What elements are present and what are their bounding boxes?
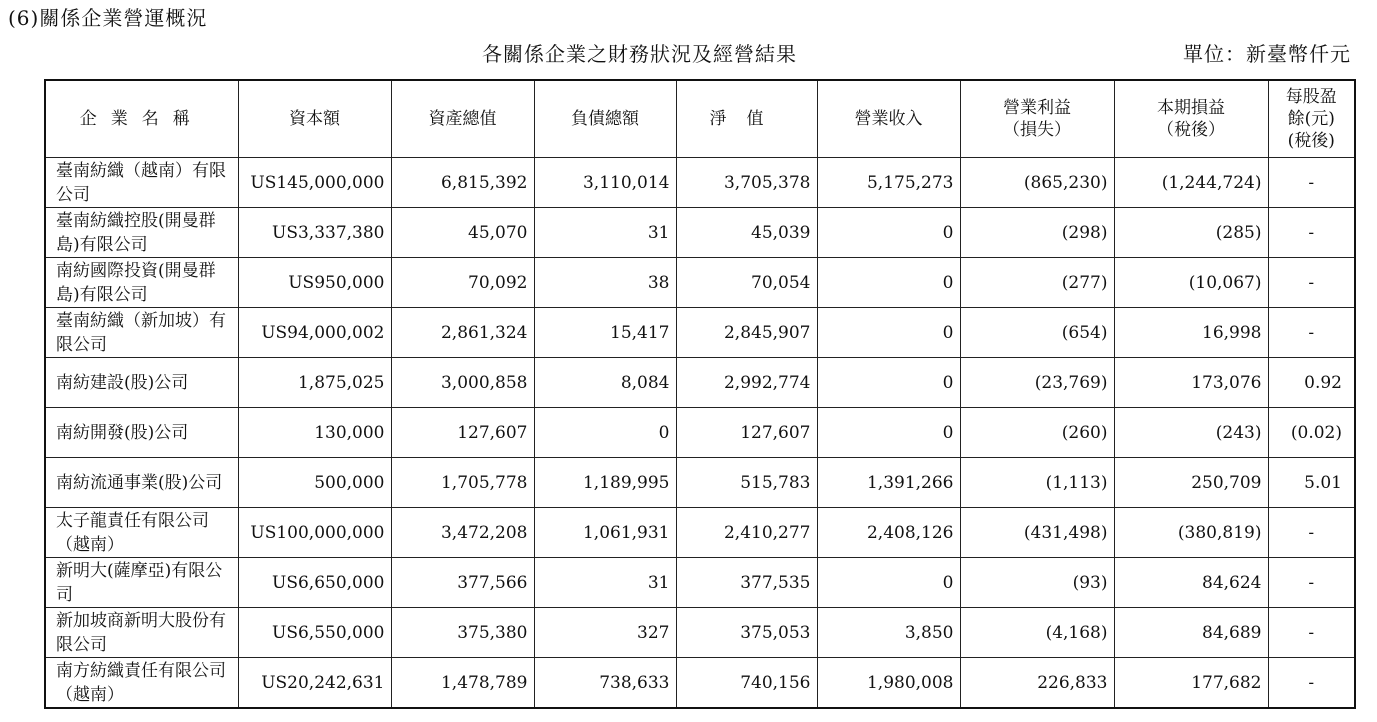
capital-cell: US100,000,000: [238, 508, 391, 558]
operating-revenue-cell: 1,391,266: [817, 458, 960, 508]
table-row: [45, 608, 1355, 658]
table-row: [45, 158, 1355, 208]
capital-cell: US145,000,000: [238, 158, 391, 208]
table-row: [45, 558, 1355, 608]
net-income-cell: 173,076: [1114, 358, 1268, 408]
eps-cell: -: [1268, 608, 1355, 658]
company-name-cell: 新明大(薩摩亞)有限公司: [45, 558, 238, 608]
net-worth-cell: 515,783: [676, 458, 817, 508]
header-capital: 資本額: [238, 80, 391, 158]
table-row: [45, 458, 1355, 508]
operating-income-cell: (431,498): [960, 508, 1114, 558]
total-assets-cell: 375,380: [391, 608, 534, 658]
operating-income-cell: (298): [960, 208, 1114, 258]
unit-label: 單位：新臺幣仟元: [1183, 42, 1351, 66]
capital-cell: US6,650,000: [238, 558, 391, 608]
total-liabilities-cell: 31: [534, 558, 676, 608]
net-income-cell: 84,624: [1114, 558, 1268, 608]
total-liabilities-cell: 0: [534, 408, 676, 458]
table-row: [45, 258, 1355, 308]
eps-cell: -: [1268, 208, 1355, 258]
company-name-cell: 太子龍責任有限公司（越南）: [45, 508, 238, 558]
header-operating-income-line1: 營業利益: [1003, 98, 1071, 118]
operating-revenue-cell: 0: [817, 408, 960, 458]
total-assets-cell: 127,607: [391, 408, 534, 458]
operating-revenue-cell: 3,850: [817, 608, 960, 658]
total-assets-cell: 45,070: [391, 208, 534, 258]
table-row: [45, 308, 1355, 358]
net-income-cell: 16,998: [1114, 308, 1268, 358]
header-eps: [1268, 80, 1355, 158]
table-title: 各關係企業之財務狀況及經營結果: [482, 42, 797, 66]
operating-income-cell: (277): [960, 258, 1114, 308]
header-eps-line2: 餘(元): [1287, 109, 1335, 129]
header-net-income-line1: 本期損益: [1157, 98, 1225, 118]
operating-revenue-cell: 2,408,126: [817, 508, 960, 558]
eps-cell: -: [1268, 658, 1355, 709]
net-worth-cell: 2,992,774: [676, 358, 817, 408]
net-worth-cell: 377,535: [676, 558, 817, 608]
eps-cell: -: [1268, 558, 1355, 608]
net-income-cell: 177,682: [1114, 658, 1268, 709]
table-row: [45, 358, 1355, 408]
total-assets-cell: 70,092: [391, 258, 534, 308]
capital-cell: US6,550,000: [238, 608, 391, 658]
operating-income-cell: (4,168): [960, 608, 1114, 658]
capital-cell: US94,000,002: [238, 308, 391, 358]
company-name-cell: 南紡開發(股)公司: [45, 408, 238, 458]
total-liabilities-cell: 38: [534, 258, 676, 308]
capital-cell: 500,000: [238, 458, 391, 508]
capital-cell: US3,337,380: [238, 208, 391, 258]
table-body: [45, 158, 1355, 709]
net-income-cell: (285): [1114, 208, 1268, 258]
operating-revenue-cell: 0: [817, 358, 960, 408]
company-name-cell: 新加坡商新明大股份有限公司: [45, 608, 238, 658]
header-total-assets: 資產總值: [391, 80, 534, 158]
total-liabilities-cell: 738,633: [534, 658, 676, 709]
net-income-cell: (380,819): [1114, 508, 1268, 558]
header-operating-income-line2: （損失）: [1003, 120, 1071, 140]
net-worth-cell: 740,156: [676, 658, 817, 709]
company-name-cell: 南紡建設(股)公司: [45, 358, 238, 408]
total-liabilities-cell: 3,110,014: [534, 158, 676, 208]
affiliates-financial-table: [44, 79, 1356, 709]
total-liabilities-cell: 1,189,995: [534, 458, 676, 508]
operating-income-cell: (23,769): [960, 358, 1114, 408]
header-net-income: [1114, 80, 1268, 158]
capital-cell: US20,242,631: [238, 658, 391, 709]
table-row: [45, 658, 1355, 709]
header-net-income-line2: （稅後）: [1157, 120, 1225, 140]
operating-income-cell: (1,113): [960, 458, 1114, 508]
total-assets-cell: 2,861,324: [391, 308, 534, 358]
header-operating-income: [960, 80, 1114, 158]
operating-income-cell: (260): [960, 408, 1114, 458]
total-assets-cell: 1,478,789: [391, 658, 534, 709]
table-row: [45, 508, 1355, 558]
net-worth-cell: 70,054: [676, 258, 817, 308]
total-assets-cell: 1,705,778: [391, 458, 534, 508]
capital-cell: 130,000: [238, 408, 391, 458]
header-operating-revenue: 營業收入: [817, 80, 960, 158]
company-name-cell: 南方紡織責任有限公司（越南）: [45, 658, 238, 709]
header-total-liabilities: 負債總額: [534, 80, 676, 158]
total-liabilities-cell: 8,084: [534, 358, 676, 408]
operating-revenue-cell: 1,980,008: [817, 658, 960, 709]
net-worth-cell: 2,410,277: [676, 508, 817, 558]
net-worth-cell: 127,607: [676, 408, 817, 458]
eps-cell: -: [1268, 508, 1355, 558]
total-assets-cell: 3,000,858: [391, 358, 534, 408]
header-row: [45, 80, 1355, 158]
operating-revenue-cell: 0: [817, 258, 960, 308]
company-name-cell: 臺南紡織控股(開曼群島)有限公司: [45, 208, 238, 258]
eps-cell: 5.01: [1268, 458, 1355, 508]
operating-income-cell: (865,230): [960, 158, 1114, 208]
net-income-cell: (1,244,724): [1114, 158, 1268, 208]
header-eps-line3: (稅後): [1287, 131, 1335, 151]
net-worth-cell: 375,053: [676, 608, 817, 658]
eps-cell: -: [1268, 158, 1355, 208]
net-worth-cell: 45,039: [676, 208, 817, 258]
eps-cell: 0.92: [1268, 358, 1355, 408]
company-name-cell: 臺南紡織（越南）有限公司: [45, 158, 238, 208]
header-eps-line1: 每股盈: [1285, 87, 1337, 107]
net-income-cell: 84,689: [1114, 608, 1268, 658]
total-liabilities-cell: 15,417: [534, 308, 676, 358]
net-worth-cell: 2,845,907: [676, 308, 817, 358]
header-company-name: 企業名稱: [45, 80, 238, 158]
capital-cell: US950,000: [238, 258, 391, 308]
operating-income-cell: (93): [960, 558, 1114, 608]
operating-revenue-cell: 0: [817, 208, 960, 258]
total-liabilities-cell: 1,061,931: [534, 508, 676, 558]
operating-income-cell: 226,833: [960, 658, 1114, 709]
net-income-cell: 250,709: [1114, 458, 1268, 508]
total-assets-cell: 6,815,392: [391, 158, 534, 208]
header-net-worth: 淨值: [676, 80, 817, 158]
total-liabilities-cell: 31: [534, 208, 676, 258]
total-assets-cell: 3,472,208: [391, 508, 534, 558]
operating-revenue-cell: 0: [817, 308, 960, 358]
operating-income-cell: (654): [960, 308, 1114, 358]
company-name-cell: 臺南紡織（新加坡）有限公司: [45, 308, 238, 358]
net-worth-cell: 3,705,378: [676, 158, 817, 208]
total-liabilities-cell: 327: [534, 608, 676, 658]
company-name-cell: 南紡流通事業(股)公司: [45, 458, 238, 508]
table-row: [45, 408, 1355, 458]
eps-cell: (0.02): [1268, 408, 1355, 458]
operating-revenue-cell: 5,175,273: [817, 158, 960, 208]
capital-cell: 1,875,025: [238, 358, 391, 408]
operating-revenue-cell: 0: [817, 558, 960, 608]
net-income-cell: (10,067): [1114, 258, 1268, 308]
total-assets-cell: 377,566: [391, 558, 534, 608]
company-name-cell: 南紡國際投資(開曼群島)有限公司: [45, 258, 238, 308]
eps-cell: -: [1268, 258, 1355, 308]
section-heading: (6)關係企業營運概況: [8, 6, 208, 30]
table-row: [45, 208, 1355, 258]
eps-cell: -: [1268, 308, 1355, 358]
net-income-cell: (243): [1114, 408, 1268, 458]
